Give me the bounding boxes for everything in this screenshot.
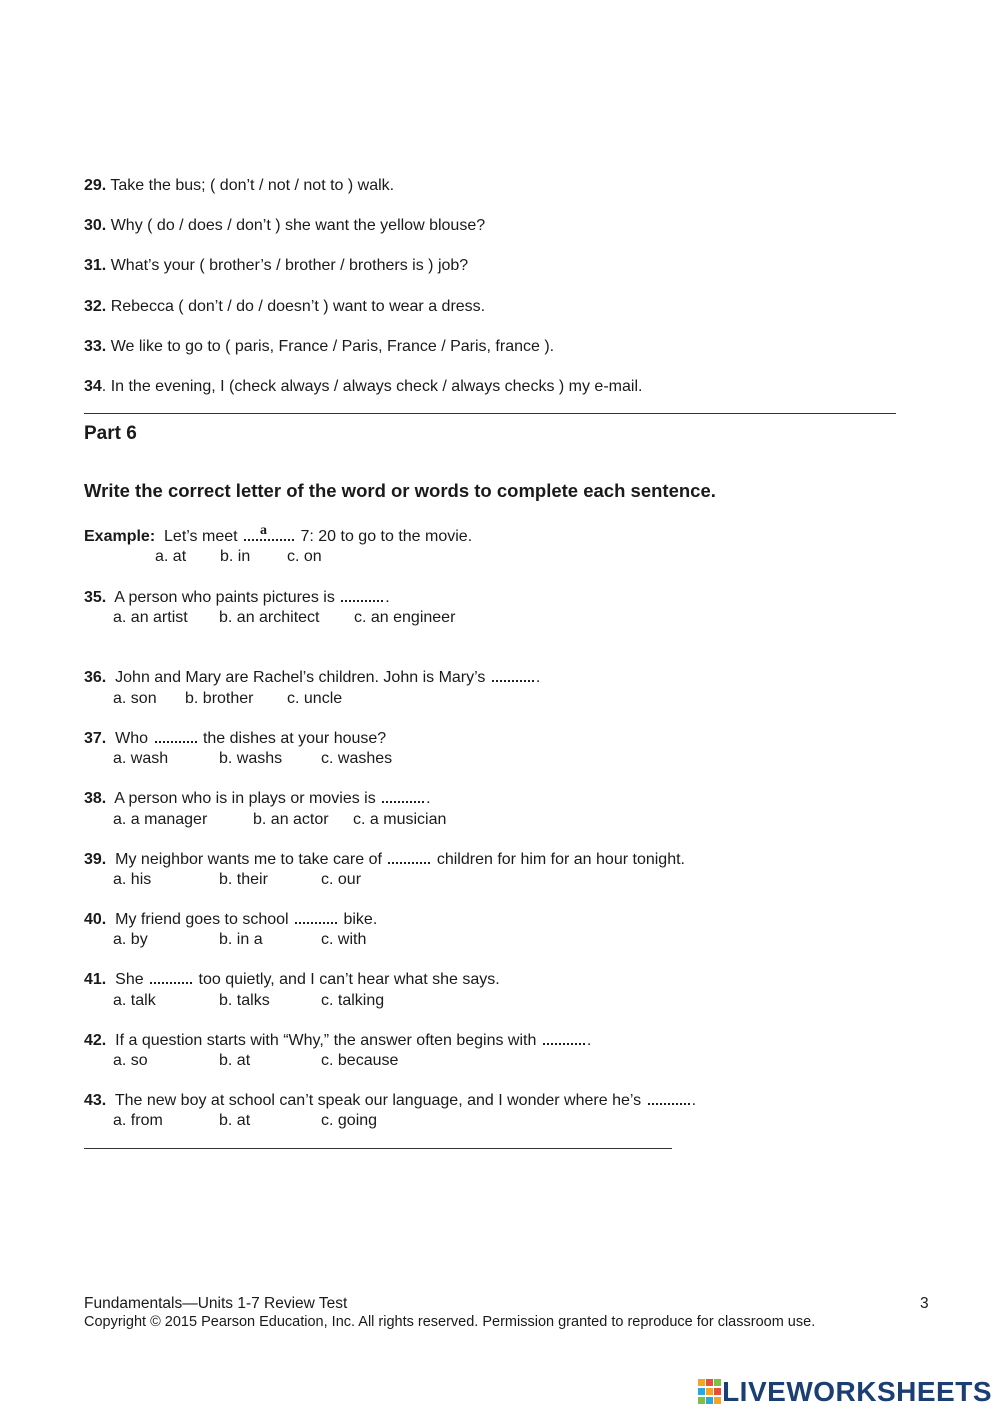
option-c: c. because bbox=[321, 1052, 399, 1069]
question-39 bbox=[84, 850, 685, 870]
options-42 bbox=[113, 1051, 398, 1071]
option-b: b. talks bbox=[219, 992, 270, 1009]
answer-blank[interactable] bbox=[492, 668, 534, 682]
question-number: 41. bbox=[84, 971, 107, 988]
options-39 bbox=[113, 870, 361, 890]
question-number: 40. bbox=[84, 911, 107, 928]
part-instruction: Write the correct letter of the word or words to complete each sentence. bbox=[84, 480, 716, 501]
copyright-notice: Copyright © 2015 Pearson Education, Inc. All rights reserved. Permission granted to reproduce for classroom use. bbox=[84, 1314, 816, 1330]
question-text: A person who paints pictures is bbox=[114, 589, 335, 606]
question-text: Take the bus; ( don’t / not / not to ) walk. bbox=[110, 177, 395, 194]
question-33 bbox=[84, 337, 554, 357]
option-c: c. a musician bbox=[353, 811, 447, 828]
options-38 bbox=[113, 810, 446, 830]
option-a: a. an artist bbox=[113, 609, 188, 626]
question-number: 37. bbox=[84, 730, 107, 747]
question-31 bbox=[84, 256, 468, 276]
question-text: John and Mary are Rachel’s children. John is Mary’s bbox=[115, 669, 486, 686]
option-c: c. our bbox=[321, 871, 362, 888]
option-c: c. uncle bbox=[287, 690, 343, 707]
question-text: 7: 20 to go to the movie. bbox=[300, 528, 473, 545]
section-end-divider bbox=[84, 1148, 672, 1149]
question-number: 36. bbox=[84, 669, 107, 686]
question-text: the dishes at your house? bbox=[202, 730, 387, 747]
answer-blank[interactable] bbox=[150, 970, 192, 984]
option-a: a. from bbox=[113, 1112, 163, 1129]
option-a: a. by bbox=[113, 931, 148, 948]
question-text: My friend goes to school bbox=[115, 911, 289, 928]
example-label: Example: bbox=[84, 528, 156, 545]
example-question bbox=[84, 523, 473, 547]
question-text: too quietly, and I can’t hear what she says. bbox=[198, 971, 500, 988]
options-35 bbox=[113, 608, 455, 628]
answer-blank[interactable] bbox=[382, 789, 424, 803]
options-36 bbox=[113, 689, 342, 709]
question-32 bbox=[84, 297, 485, 317]
option-b: b. washs bbox=[219, 750, 283, 767]
question-number: 30. bbox=[84, 217, 107, 234]
options-43 bbox=[113, 1111, 377, 1131]
question-text: . bbox=[691, 1092, 697, 1109]
question-text: A person who is in plays or movies is bbox=[114, 790, 376, 807]
question-number: 31. bbox=[84, 257, 107, 274]
option-b: b. an actor bbox=[253, 811, 329, 828]
question-number: 35. bbox=[84, 589, 107, 606]
section-divider bbox=[84, 413, 896, 414]
question-34 bbox=[84, 377, 642, 397]
answer-blank[interactable] bbox=[155, 729, 197, 743]
part-title: Part 6 bbox=[84, 423, 137, 444]
question-43 bbox=[84, 1091, 696, 1111]
question-text: children for him for an hour tonight. bbox=[436, 851, 685, 868]
question-37 bbox=[84, 729, 386, 749]
question-text: We like to go to ( paris, France / Paris, France / Paris, france ). bbox=[110, 338, 555, 355]
option-b: b. in bbox=[220, 548, 251, 565]
liveworksheets-logo-icon bbox=[698, 1379, 722, 1405]
question-number: 29. bbox=[84, 177, 107, 194]
logo-text: LIVEWORKSHEETS bbox=[722, 1376, 992, 1407]
option-b: b. at bbox=[219, 1112, 251, 1129]
option-a: a. at bbox=[155, 548, 187, 565]
question-number: 39. bbox=[84, 851, 107, 868]
option-c: c. on bbox=[287, 548, 322, 565]
question-41 bbox=[84, 970, 500, 990]
answer-blank[interactable] bbox=[648, 1091, 690, 1105]
question-29 bbox=[84, 176, 394, 196]
example-options bbox=[155, 547, 322, 567]
option-c: c. with bbox=[321, 931, 367, 948]
question-35 bbox=[84, 588, 390, 608]
example-answer-blank bbox=[244, 523, 294, 541]
question-number: 32. bbox=[84, 298, 107, 315]
liveworksheets-logo[interactable] bbox=[698, 1377, 992, 1407]
answer-blank[interactable] bbox=[295, 910, 337, 924]
question-text: . bbox=[385, 589, 390, 606]
question-text: . In the evening, I (check always / always check / always checks ) my e-mail. bbox=[101, 378, 643, 395]
question-number: 38. bbox=[84, 790, 107, 807]
answer-blank[interactable] bbox=[388, 850, 430, 864]
answer-blank[interactable] bbox=[543, 1031, 585, 1045]
question-text: Let’s meet bbox=[164, 528, 238, 545]
options-37 bbox=[113, 749, 392, 769]
question-number: 42. bbox=[84, 1032, 107, 1049]
question-42 bbox=[84, 1031, 591, 1051]
page-number: 3 bbox=[920, 1295, 929, 1312]
option-b: b. at bbox=[219, 1052, 251, 1069]
question-text: . bbox=[586, 1032, 592, 1049]
option-b: b. an architect bbox=[219, 609, 320, 626]
options-40 bbox=[113, 930, 366, 950]
question-40 bbox=[84, 910, 377, 930]
question-text: What’s your ( brother’s / brother / brothers is ) job? bbox=[110, 257, 469, 274]
question-text: Why ( do / does / don’t ) she want the yellow blouse? bbox=[110, 217, 486, 234]
question-number: 43. bbox=[84, 1092, 107, 1109]
question-text: My neighbor wants me to take care of bbox=[115, 851, 382, 868]
options-41 bbox=[113, 991, 384, 1011]
option-a: a. son bbox=[113, 690, 157, 707]
question-30 bbox=[84, 216, 485, 236]
option-a: a. a manager bbox=[113, 811, 208, 828]
answer-blank[interactable] bbox=[341, 588, 383, 602]
option-a: a. so bbox=[113, 1052, 148, 1069]
option-a: a. his bbox=[113, 871, 152, 888]
question-text: If a question starts with “Why,” the answer often begins with bbox=[115, 1032, 537, 1049]
question-text: She bbox=[115, 971, 144, 988]
question-36 bbox=[84, 668, 540, 688]
option-a: a. wash bbox=[113, 750, 169, 767]
question-text: . bbox=[426, 790, 431, 807]
option-b: b. in a bbox=[219, 931, 263, 948]
question-text: . bbox=[535, 669, 541, 686]
option-c: c. going bbox=[321, 1112, 378, 1129]
option-b: b. brother bbox=[185, 690, 254, 707]
option-a: a. talk bbox=[113, 992, 156, 1009]
question-text: bike. bbox=[343, 911, 378, 928]
question-number: 33. bbox=[84, 338, 107, 355]
question-38 bbox=[84, 789, 431, 809]
option-c: c. an engineer bbox=[354, 609, 456, 626]
question-text: Who bbox=[115, 730, 149, 747]
footer-title: Fundamentals—Units 1-7 Review Test bbox=[84, 1295, 348, 1312]
question-text: The new boy at school can’t speak our language, and I wonder where he’s bbox=[114, 1092, 642, 1109]
option-c: c. washes bbox=[321, 750, 393, 767]
example-answer: a bbox=[260, 523, 268, 538]
question-number: 34 bbox=[84, 378, 102, 395]
option-c: c. talking bbox=[321, 992, 385, 1009]
question-text: Rebecca ( don’t / do / doesn’t ) want to wear a dress. bbox=[110, 298, 486, 315]
option-b: b. their bbox=[219, 871, 268, 888]
